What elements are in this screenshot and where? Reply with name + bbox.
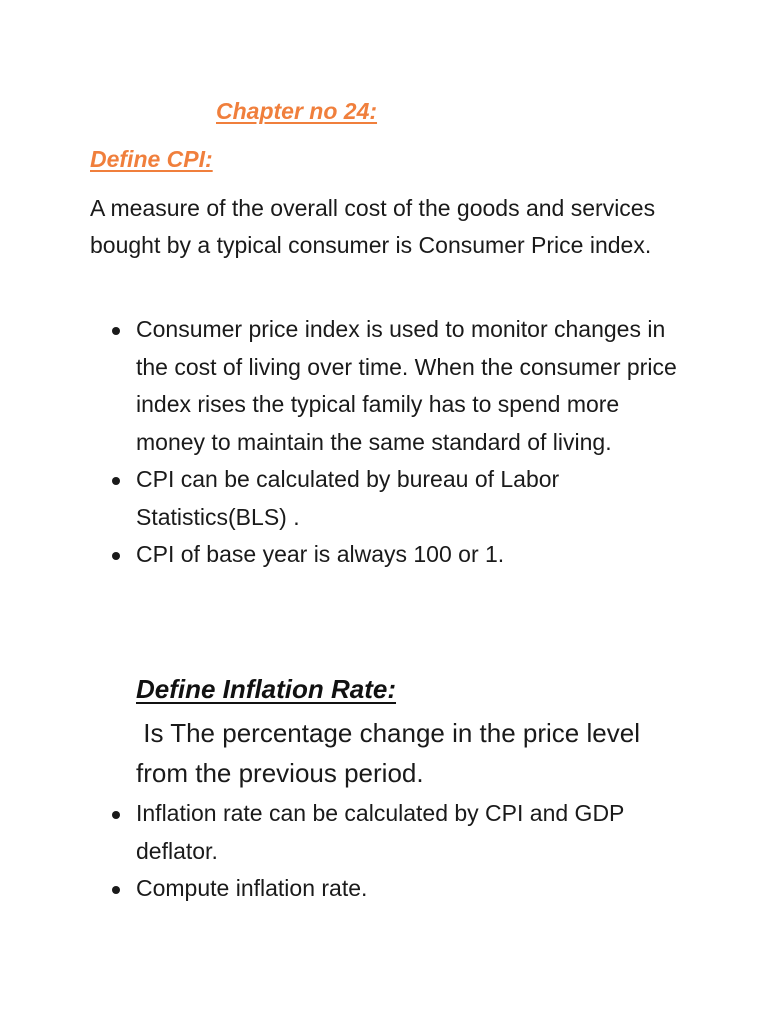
list-item (90, 870, 690, 908)
inflation-definition-paragraph: Is The percentage change in the price level from the previous period. (136, 718, 648, 788)
bullet-icon (112, 327, 120, 335)
cpi-section-heading: Define CPI: (90, 146, 213, 172)
cpi-definition-paragraph: A measure of the overall cost of the goods and services bought by a typical consumer is Consumer Price index. (90, 195, 656, 258)
bullet-text: CPI can be calculated by bureau of Labor Statistics(BLS) . (136, 466, 560, 530)
list-item (90, 536, 690, 574)
bullet-icon (112, 477, 120, 485)
list-item (90, 461, 690, 536)
bullet-icon (112, 811, 120, 819)
inflation-bullet-list (90, 795, 690, 908)
chapter-title: Chapter no 24: (216, 98, 378, 124)
bullet-text: Consumer price index is used to monitor changes in the cost of living over time. When the consumer price index rises the typical family has to spend more money to maintain the same standard of living. (136, 316, 677, 455)
list-item (90, 311, 690, 461)
inflation-section-heading: Define Inflation Rate: (136, 674, 397, 704)
bullet-text: Compute inflation rate. (136, 875, 368, 901)
bullet-icon (112, 552, 120, 560)
bullet-icon (112, 886, 120, 894)
bullet-text: Inflation rate can be calculated by CPI and GDP deflator. (136, 800, 624, 864)
cpi-bullet-list (90, 311, 690, 574)
list-item (90, 795, 690, 870)
bullet-text: CPI of base year is always 100 or 1. (136, 541, 505, 567)
